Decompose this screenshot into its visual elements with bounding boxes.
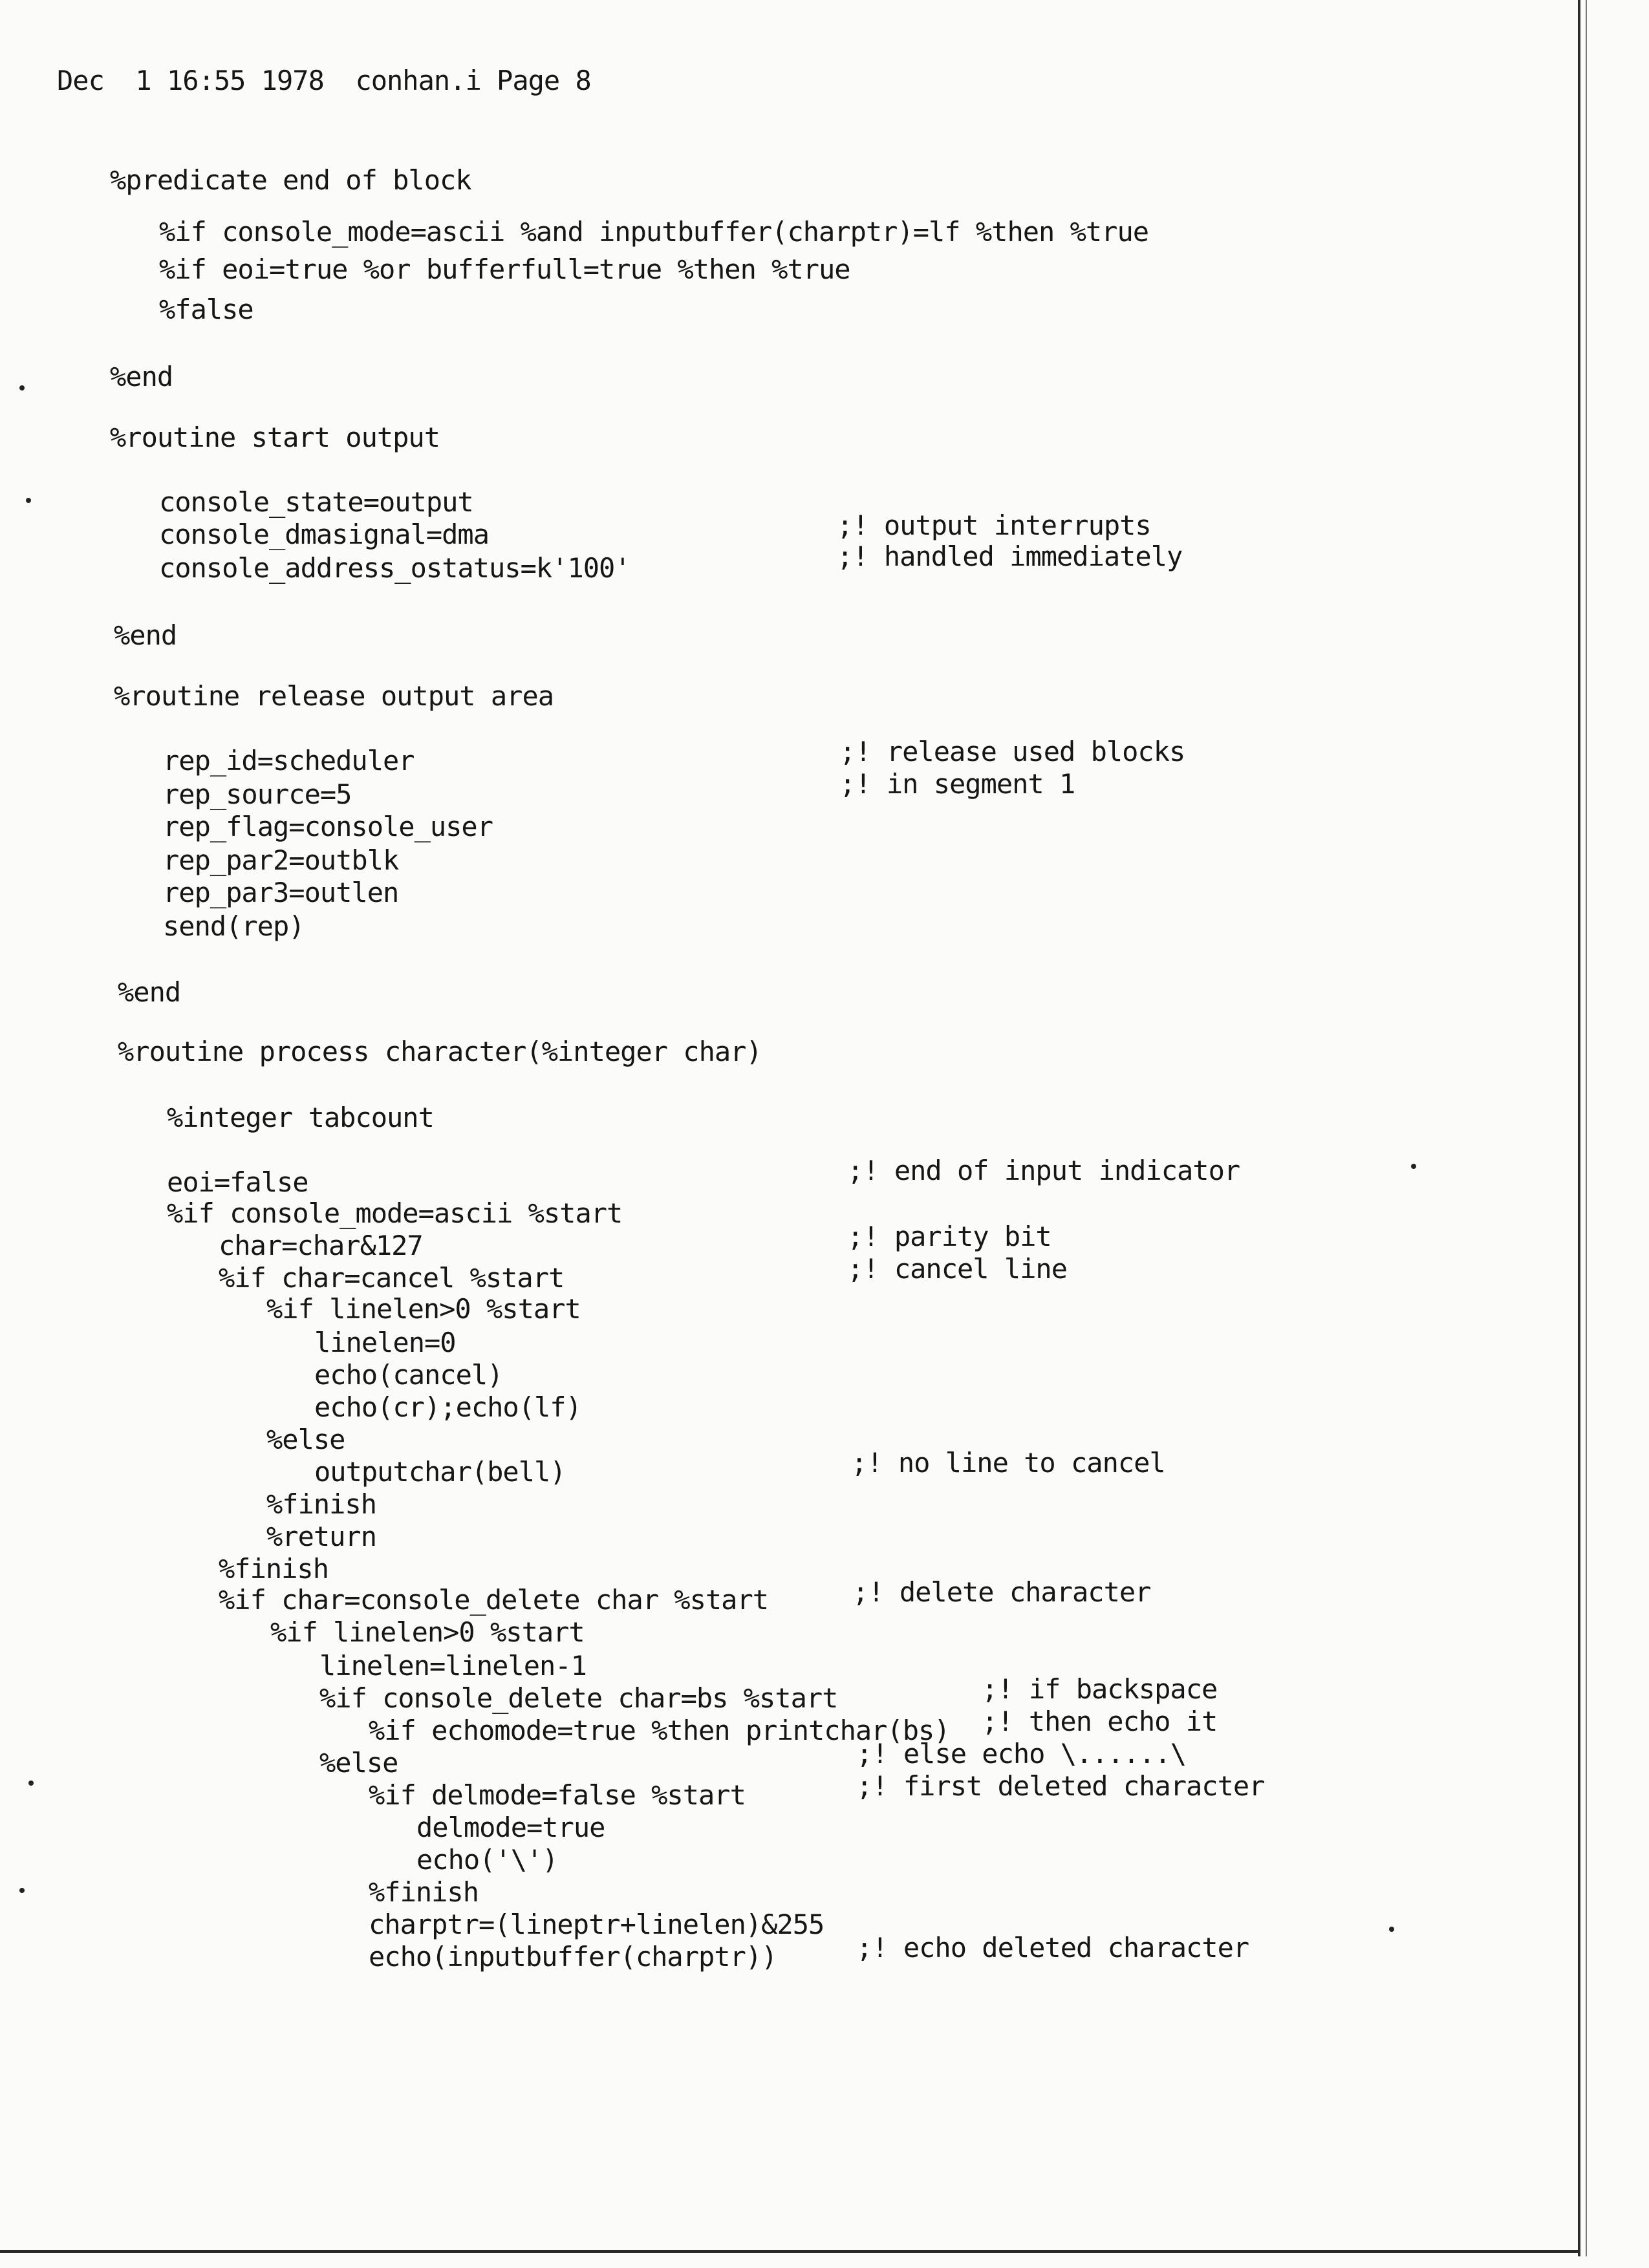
code-line: echo(cr);echo(lf) — [314, 1391, 581, 1423]
scan-speck — [1411, 1164, 1416, 1169]
code-line: rep_par2=outblk — [163, 844, 399, 876]
code-comment: ;! handled immediately — [837, 540, 1183, 572]
page-header — [57, 65, 591, 96]
code-line: rep_id=scheduler — [163, 745, 415, 776]
code-line: linelen=linelen-1 — [319, 1650, 587, 1682]
code-line: %false — [159, 294, 253, 325]
scan-speck — [19, 385, 25, 390]
code-line: console_dmasignal=dma — [159, 519, 490, 550]
code-line: char=char&127 — [219, 1230, 423, 1261]
code-comment: ;! release used blocks — [839, 736, 1185, 767]
page-edge-right — [1578, 0, 1580, 2256]
scan-speck — [28, 1781, 34, 1786]
code-line: %else — [319, 1747, 398, 1779]
code-comment: ;! in segment 1 — [839, 768, 1075, 800]
code-line: %if eoi=true %or bufferfull=true %then %true — [159, 253, 850, 285]
code-line: %if console_mode=ascii %start — [167, 1197, 623, 1229]
code-line: %else — [266, 1424, 345, 1455]
header-file: conhan.i — [355, 65, 481, 96]
code-comment: ;! no line to cancel — [851, 1447, 1165, 1479]
code-line: %if console_delete char=bs %start — [319, 1682, 838, 1714]
code-line: %if char=console_delete char %start — [219, 1584, 769, 1616]
code-line: rep_source=5 — [163, 778, 352, 810]
code-line: linelen=0 — [314, 1327, 456, 1358]
code-line: %if delmode=false %start — [369, 1779, 746, 1811]
code-line: %if linelen>0 %start — [266, 1293, 581, 1325]
code-line: charptr=(lineptr+linelen)&255 — [369, 1909, 824, 1940]
page-edge-shadow — [1586, 0, 1587, 2256]
code-comment: ;! first deleted character — [856, 1770, 1265, 1802]
code-comment: ;! else echo \......\ — [856, 1738, 1187, 1770]
page-edge-bottom — [0, 2250, 1580, 2253]
code-line: send(rep) — [163, 910, 305, 942]
code-line: %routine process character(%integer char) — [118, 1036, 762, 1067]
code-line: console_address_ostatus=k'100' — [159, 552, 630, 584]
code-line: %if linelen>0 %start — [270, 1616, 585, 1648]
code-line: %end — [110, 361, 173, 392]
code-line: rep_par3=outlen — [163, 877, 399, 908]
code-comment: ;! then echo it — [982, 1706, 1218, 1737]
code-line: %finish — [369, 1876, 479, 1908]
code-line: %if char=cancel %start — [219, 1262, 565, 1294]
code-line: outputchar(bell) — [314, 1456, 566, 1488]
code-line: %integer tabcount — [167, 1102, 434, 1133]
code-line: %routine release output area — [114, 680, 554, 712]
code-line: %end — [118, 976, 181, 1008]
code-line: echo(cancel) — [314, 1359, 503, 1391]
code-line: %predicate end of block — [110, 164, 471, 196]
code-line: %finish — [266, 1488, 377, 1520]
code-line: %if console_mode=ascii %and inputbuffer(charptr)=lf %then %true — [159, 216, 1149, 248]
scan-speck — [19, 1888, 25, 1893]
code-comment: ;! output interrupts — [837, 509, 1151, 541]
code-comment: ;! if backspace — [982, 1673, 1218, 1705]
code-comment: ;! cancel line — [847, 1253, 1068, 1285]
code-line: eoi=false — [167, 1166, 308, 1198]
code-line: echo('\') — [416, 1844, 558, 1876]
code-comment: ;! end of input indicator — [847, 1155, 1240, 1186]
code-comment: ;! delete character — [852, 1576, 1151, 1608]
code-line: console_state=output — [159, 486, 473, 518]
header-page: Page 8 — [497, 65, 591, 96]
code-comment: ;! echo deleted character — [856, 1932, 1249, 1963]
code-line: rep_flag=console_user — [163, 811, 493, 842]
code-comment: ;! parity bit — [847, 1221, 1051, 1252]
code-line: echo(inputbuffer(charptr)) — [369, 1941, 777, 1973]
scan-speck — [26, 498, 31, 503]
header-date: Dec 1 16:55 1978 — [57, 65, 324, 96]
code-line: %return — [266, 1521, 377, 1552]
scan-speck — [1389, 1927, 1394, 1932]
code-line: %routine start output — [110, 422, 440, 453]
code-line: %end — [114, 619, 177, 651]
code-line: delmode=true — [416, 1812, 605, 1843]
code-line: %if echomode=true %then printchar(bs) — [369, 1715, 950, 1746]
code-line: %finish — [219, 1553, 329, 1585]
